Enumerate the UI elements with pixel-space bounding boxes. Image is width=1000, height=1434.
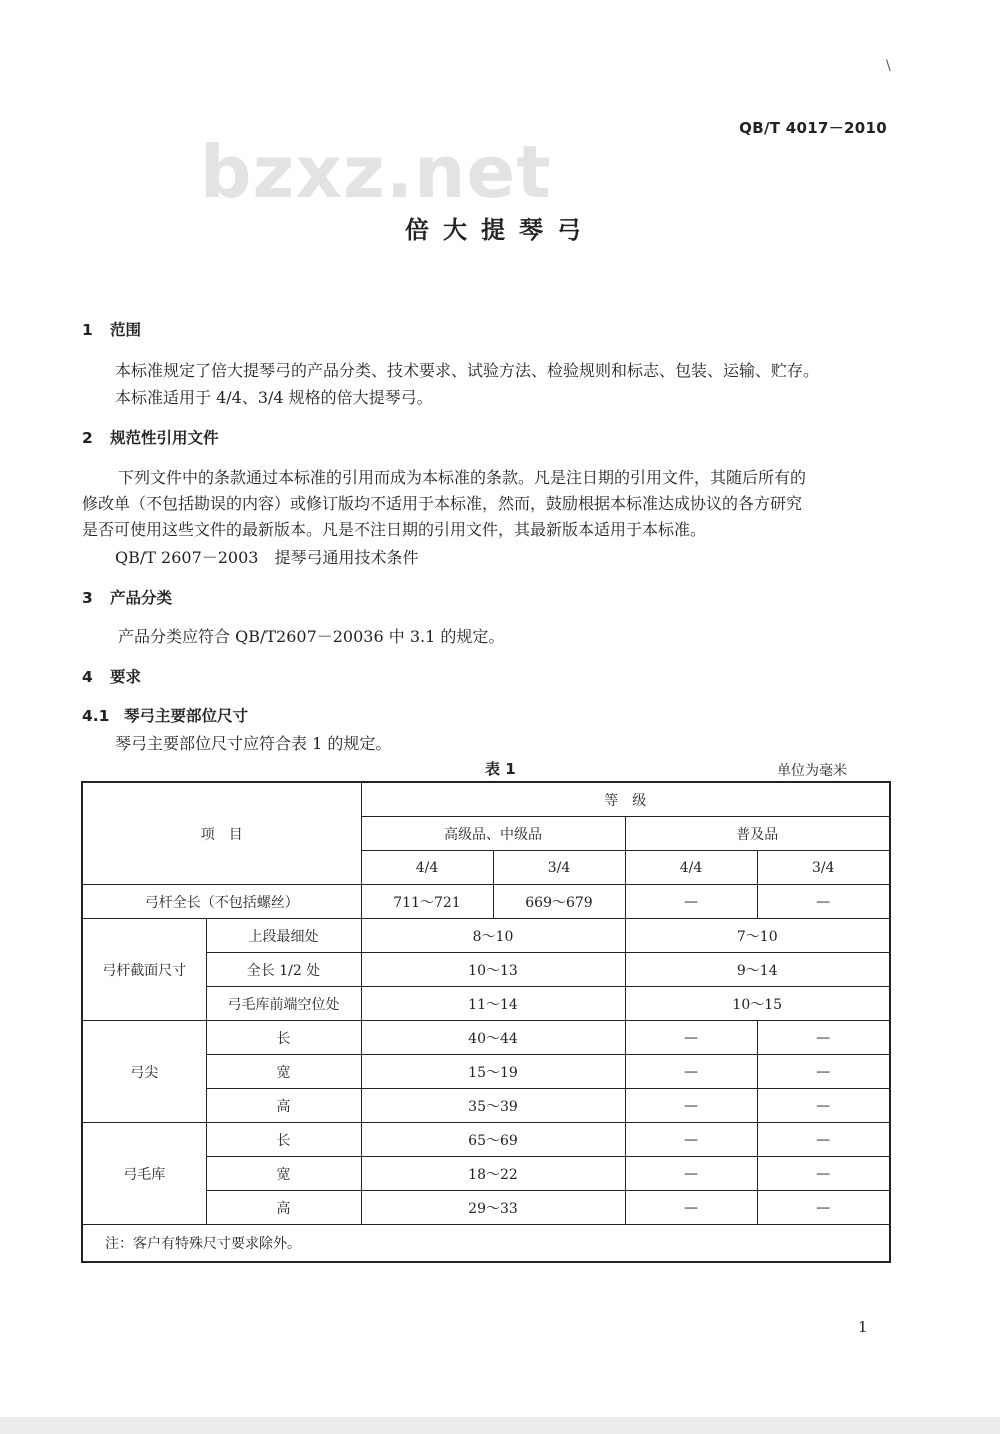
table-cell: — <box>757 1089 890 1123</box>
table-cell: 10～15 <box>625 987 890 1021</box>
header-item: 项 目 <box>82 782 361 885</box>
table-note: 注：客户有特殊尺寸要求除外。 <box>82 1225 890 1263</box>
row-label: 上段最细处 <box>206 919 361 953</box>
page-number: 1 <box>858 1318 868 1336</box>
table-cell: 35～39 <box>361 1089 625 1123</box>
group-label: 弓尖 <box>82 1021 206 1123</box>
section-2-reference: QB/T 2607－2003 提琴弓通用技术条件 <box>115 548 419 567</box>
header-size-44: 4/4 <box>361 851 493 885</box>
document-title: 倍大提琴弓 <box>405 215 595 244</box>
dimension-table <box>81 781 891 1263</box>
section-2-line-2: 修改单（不包括勘误的内容）或修订版均不适用于本标准，然而，鼓励根据本标准达成协议的各方研究 <box>82 494 803 513</box>
header-high-mid: 高级品、中级品 <box>361 817 625 851</box>
table-cell: — <box>757 1123 890 1157</box>
section-4-heading: 4 要求 <box>82 668 142 686</box>
header-size-34: 3/4 <box>757 851 890 885</box>
table-cell: 711～721 <box>361 885 493 919</box>
table-cell: — <box>625 1089 757 1123</box>
table-cell: — <box>625 1191 757 1225</box>
row-label: 高 <box>206 1191 361 1225</box>
row-label: 长 <box>206 1123 361 1157</box>
table-cell: — <box>625 885 757 919</box>
section-2-heading: 2 规范性引用文件 <box>82 429 219 447</box>
row-label: 弓毛库前端空位处 <box>206 987 361 1021</box>
scan-mark: \ <box>886 58 891 74</box>
header-size-44: 4/4 <box>625 851 757 885</box>
table-row <box>82 885 890 919</box>
table-cell: 40～44 <box>361 1021 625 1055</box>
table-cell: 669～679 <box>493 885 625 919</box>
row-label: 高 <box>206 1089 361 1123</box>
table-cell: 11～14 <box>361 987 625 1021</box>
header-size-34: 3/4 <box>493 851 625 885</box>
section-1-paragraph-2: 本标准适用于 4/4、3/4 规格的倍大提琴弓。 <box>115 388 433 407</box>
table-cell: 7～10 <box>625 919 890 953</box>
group-label: 弓杆截面尺寸 <box>82 919 206 1021</box>
table-unit: 单位为毫米 <box>777 763 847 779</box>
section-1-heading: 1 范围 <box>82 321 142 339</box>
table-cell: 29～33 <box>361 1191 625 1225</box>
table-cell: 10～13 <box>361 953 625 987</box>
group-label: 弓毛库 <box>82 1123 206 1225</box>
table-note-row <box>82 1225 890 1263</box>
header-popular: 普及品 <box>625 817 890 851</box>
table-header-row <box>82 782 890 817</box>
table-cell: — <box>757 885 890 919</box>
table-cell: — <box>625 1123 757 1157</box>
table-cell: — <box>757 1157 890 1191</box>
section-2-line-1: 下列文件中的条款通过本标准的引用而成为本标准的条款。凡是注日期的引用文件，其随后所有的 <box>118 468 807 487</box>
table-row <box>82 919 890 953</box>
table-cell: — <box>625 1055 757 1089</box>
section-1-paragraph-1: 本标准规定了倍大提琴弓的产品分类、技术要求、试验方法、检验规则和标志、包装、运输、贮存。 <box>115 361 820 380</box>
watermark: bzxz.net <box>200 130 552 214</box>
header-grade: 等 级 <box>361 782 890 817</box>
table-cell: 65～69 <box>361 1123 625 1157</box>
table-cell: — <box>757 1021 890 1055</box>
row-label: 宽 <box>206 1055 361 1089</box>
row-label: 弓杆全长（不包括螺丝） <box>82 885 361 919</box>
table-cell: — <box>625 1157 757 1191</box>
table-row <box>82 1123 890 1157</box>
table-cell: — <box>757 1191 890 1225</box>
viewer-bottom-bar <box>0 1417 1000 1434</box>
table-row <box>82 1021 890 1055</box>
row-label: 长 <box>206 1021 361 1055</box>
table-cell: 8～10 <box>361 919 625 953</box>
section-4-1-heading: 4.1 琴弓主要部位尺寸 <box>82 707 249 725</box>
section-3-paragraph: 产品分类应符合 QB/T2607－20036 中 3.1 的规定。 <box>118 627 505 646</box>
table-cell: 18～22 <box>361 1157 625 1191</box>
table-cell: — <box>757 1055 890 1089</box>
table-cell: 15～19 <box>361 1055 625 1089</box>
section-3-heading: 3 产品分类 <box>82 589 173 607</box>
table-cell: 9～14 <box>625 953 890 987</box>
row-label: 全长 1/2 处 <box>206 953 361 987</box>
row-label: 宽 <box>206 1157 361 1191</box>
table-caption: 表 1 <box>485 760 516 778</box>
standard-number: QB/T 4017－2010 <box>739 119 887 137</box>
table-cell: — <box>625 1021 757 1055</box>
section-4-1-paragraph: 琴弓主要部位尺寸应符合表 1 的规定。 <box>115 734 392 753</box>
section-2-line-3: 是否可使用这些文件的最新版本。凡是不注日期的引用文件，其最新版本适用于本标准。 <box>82 520 707 539</box>
